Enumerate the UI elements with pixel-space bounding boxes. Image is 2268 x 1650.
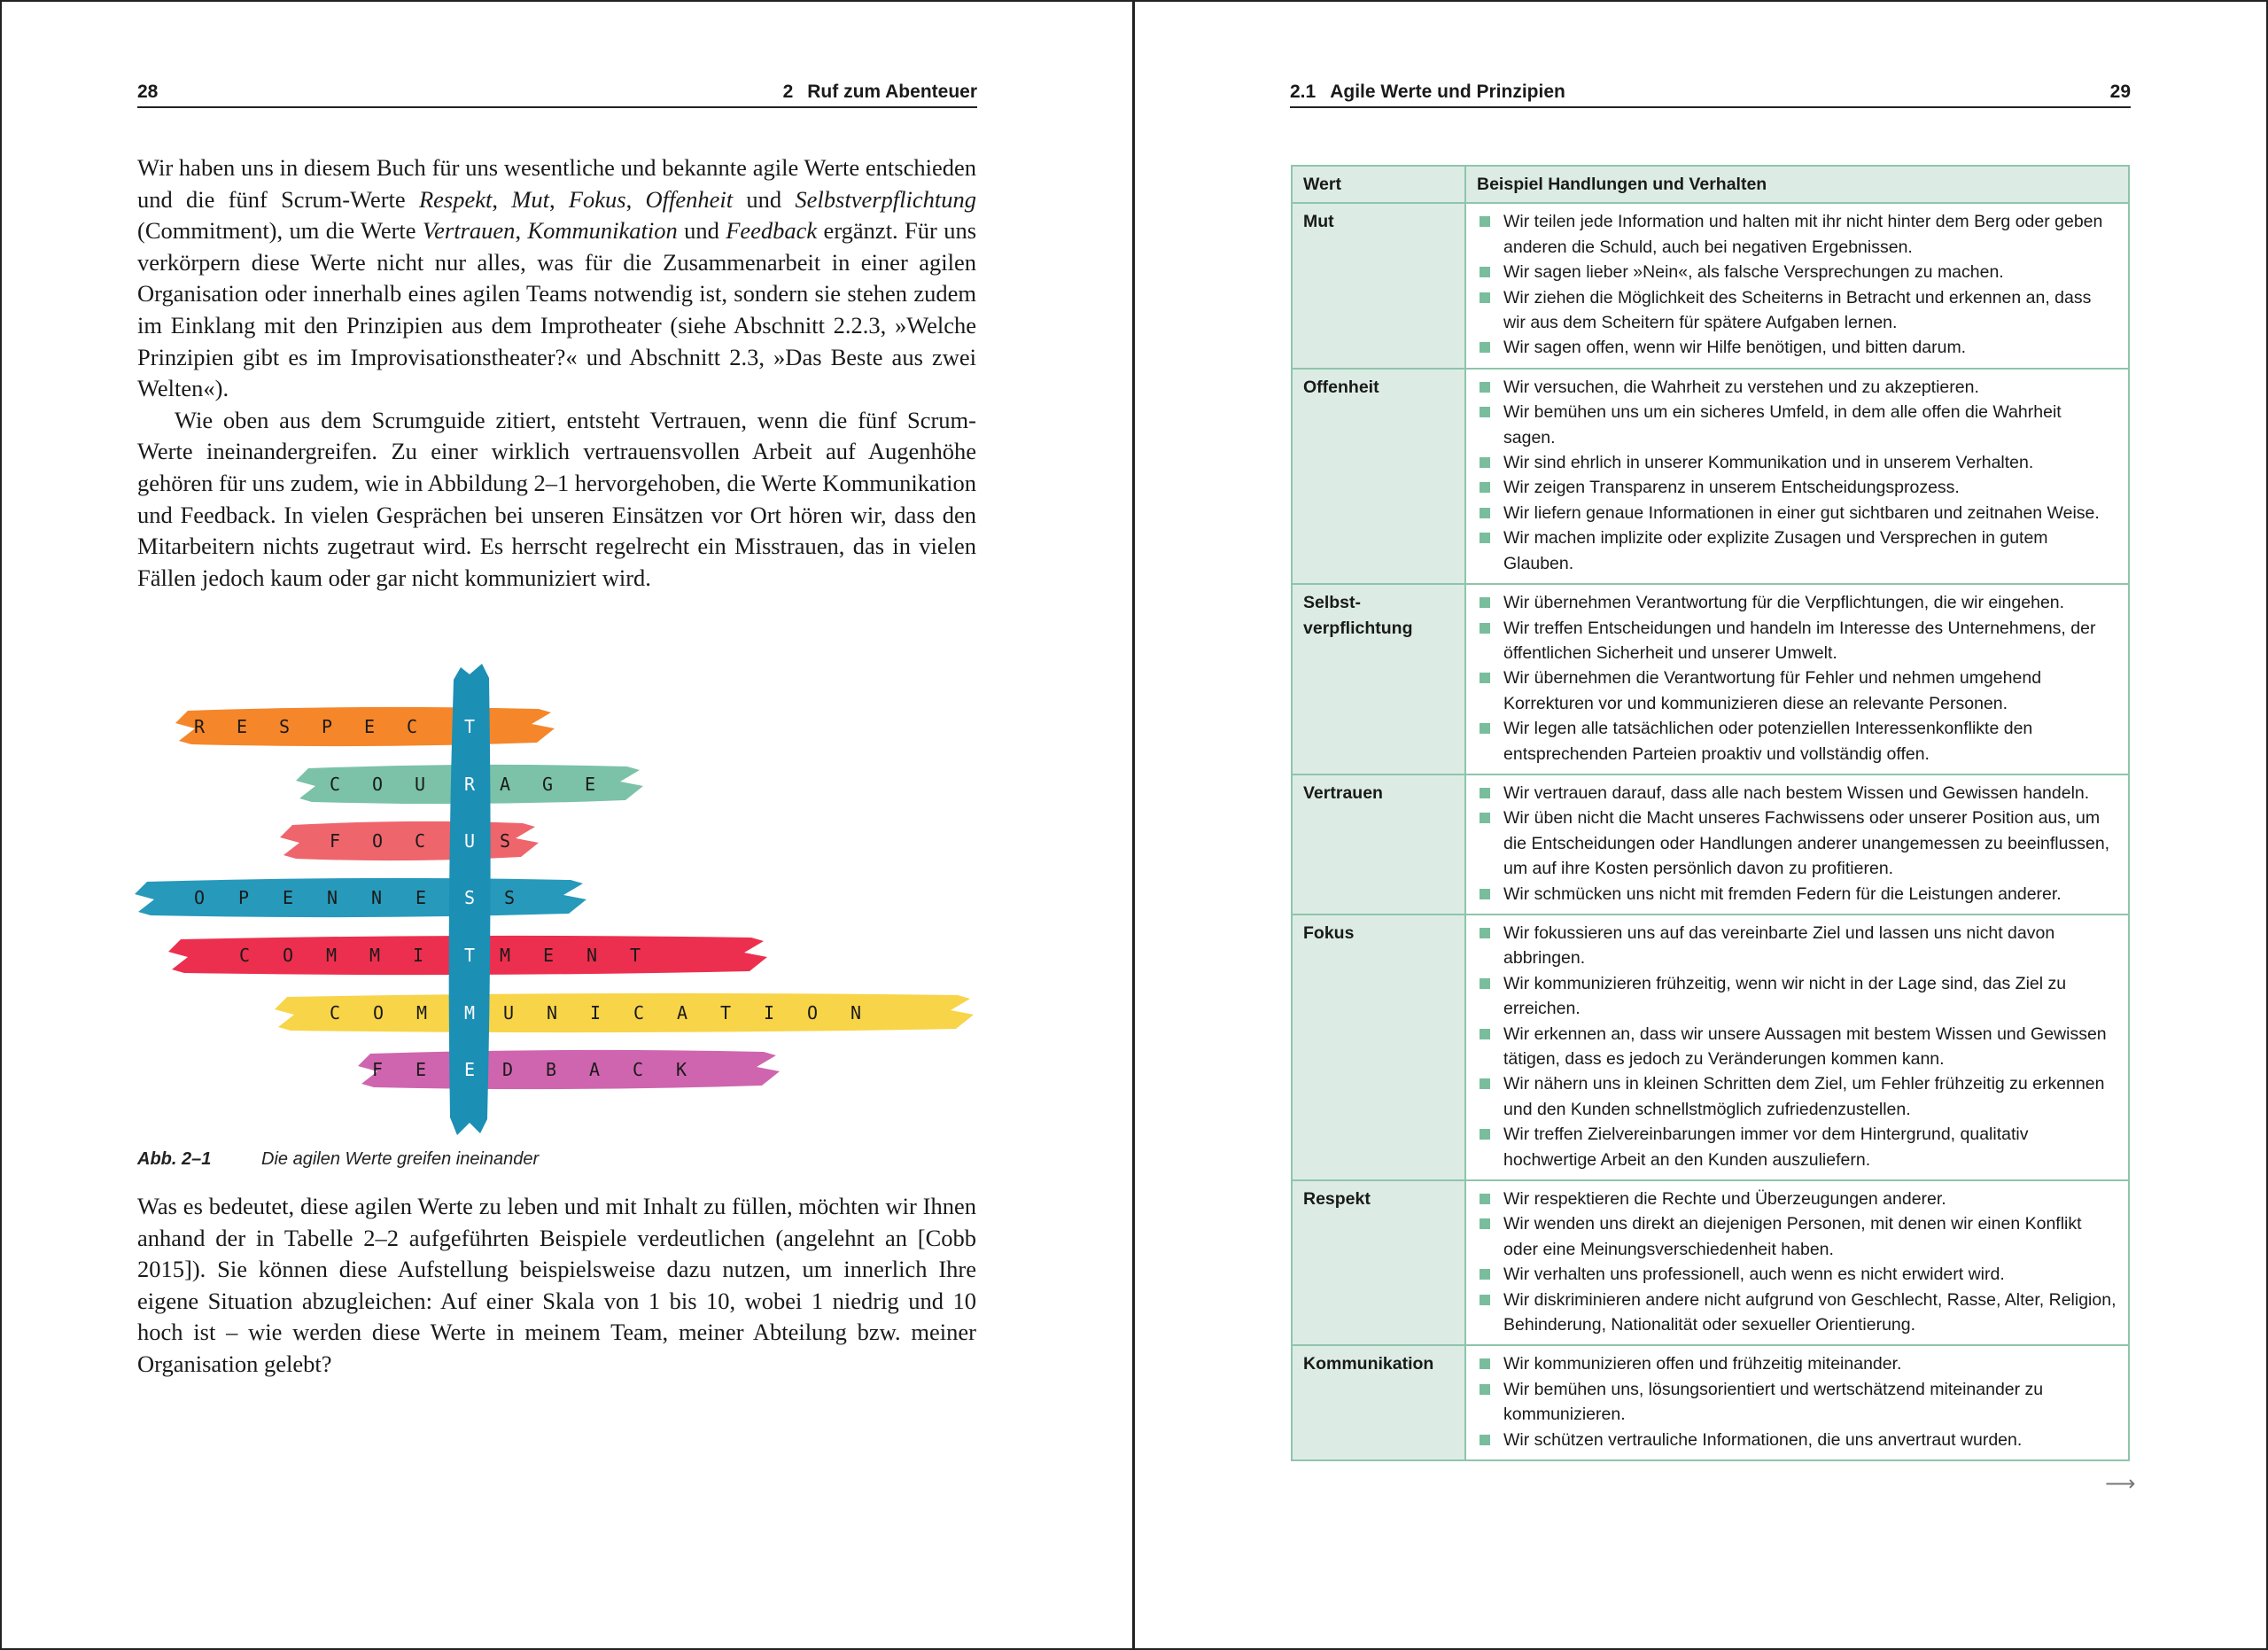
table-row — [1292, 369, 2129, 584]
figure-letter: N — [546, 1002, 558, 1023]
figure-letter: S — [503, 887, 516, 908]
figure-letter: O — [371, 774, 384, 795]
body-text-bottom — [137, 1191, 976, 1381]
section-title — [1290, 82, 1565, 103]
behaviors-cell — [1465, 584, 2129, 774]
value-name-cell: Selbst- verpflichtung — [1292, 584, 1465, 774]
behaviors-cell — [1465, 1345, 2129, 1460]
behaviors-cell — [1465, 1180, 2129, 1345]
figure-letter: N — [850, 1002, 862, 1023]
list-item — [1479, 260, 2117, 284]
running-head-right — [1290, 78, 2131, 108]
figure-letter: E — [236, 716, 248, 737]
table-row — [1292, 584, 2129, 774]
agile-values-brush-graphic — [133, 660, 983, 1139]
square-bullet-icon — [1480, 889, 1490, 899]
figure-letter: R — [193, 716, 206, 737]
square-bullet-icon — [1480, 813, 1490, 823]
figure-letter: N — [326, 887, 338, 908]
list-item-text: Wir kommunizieren frühzeitig, wenn wir nicht in der Lage sind, das Ziel zu erreichen. — [1503, 973, 2067, 1019]
figure-letter: C — [414, 830, 426, 852]
figure-letter: F — [329, 830, 341, 852]
list-item-text: Wir legen alle tatsächlichen oder potenziellen Interessenkonflikte den entsprechenden Parteien proaktiv und vollständig offen. — [1503, 719, 2033, 764]
list-item-text: Wir treffen Zielvereinbarungen immer vor dem Hintergrund, qualitativ hochwertige Arbeit an den Kunden auszuliefern. — [1503, 1125, 2029, 1170]
value-name-cell: Respekt — [1292, 1180, 1465, 1345]
list-item-text: Wir schmücken uns nicht mit fremden Federn für die Leistungen anderer. — [1503, 883, 2062, 904]
list-item — [1479, 1071, 2117, 1122]
list-item-text: Wir bemühen uns um ein sicheres Umfeld, in dem alle offen die Wahrheit sagen. — [1503, 402, 2062, 448]
list-item-text: Wir treffen Entscheidungen und handeln im Interesse des Unternehmens, der öffentlichen Sicherheit und unserer Umwelt. — [1503, 618, 2096, 663]
square-bullet-icon — [1480, 623, 1490, 634]
square-bullet-icon — [1480, 382, 1490, 393]
figure-letter: O — [371, 830, 384, 852]
page-number: 28 — [137, 82, 159, 102]
caption-text: Die agilen Werte greifen ineinander — [261, 1149, 540, 1169]
value-name-cell: Vertrauen — [1292, 774, 1465, 915]
square-bullet-icon — [1480, 928, 1490, 938]
list-item-text: Wir übernehmen die Verantwortung für Fehler und nehmen umgehend Korrekturen vor und kommunizieren diese an relevante Personen. — [1503, 668, 2042, 713]
figure-letter: O — [806, 1002, 819, 1023]
figure-letter: R — [463, 774, 476, 795]
list-item-text: Wir wenden uns direkt an diejenigen Personen, mit denen wir einen Konflikt oder eine Meinungsverschiedenheit haben. — [1503, 1214, 2082, 1259]
list-item — [1479, 1022, 2117, 1072]
figure-letter: E — [282, 887, 294, 908]
figure-letter: I — [412, 945, 424, 966]
square-bullet-icon — [1480, 482, 1490, 493]
body-text-top — [137, 152, 976, 594]
list-item — [1479, 1211, 2117, 1262]
chapter-title — [783, 82, 977, 103]
list-item-text: Wir verhalten uns professionell, auch wenn es nicht erwidert wird. — [1503, 1265, 2005, 1285]
square-bullet-icon — [1480, 342, 1490, 353]
figure-letter: T — [719, 1002, 732, 1023]
square-bullet-icon — [1480, 1435, 1490, 1445]
list-item-text: Wir teilen jede Information und halten mit ihr nicht hinter dem Berg oder geben anderen die Schuld, auch bei negativen Ergebnissen. — [1503, 212, 2103, 257]
list-item — [1479, 616, 2117, 666]
behaviors-cell — [1465, 915, 2129, 1180]
chapter-title-text: Ruf zum Abenteuer — [807, 82, 977, 102]
paragraph: Wir haben uns in diesem Buch für uns wesentliche und bekannte agile Werte entschieden und die fünf Scrum-Werte Respekt, Mut, Fokus, Offenheit und Selbstverpflichtung (Commitment), um die Werte Vertrauen, Kommunikation und Feedback ergänzt. Für uns verkörpern diese Werte nicht nur alles, was für die Zusammenarbeit in einer agilen Organisation oder innerhalb eines agilen Teams notwendig ist, sondern sie stehen zudem im Einklang mit den Prinzipien aus dem Improtheater (siehe Abschnitt 2.2.3, »Welche Prinzipien gibt es im Improvisationstheater?« und Abschnitt 2.3, »Das Beste aus zwei Welten«). — [137, 154, 977, 402]
square-bullet-icon — [1480, 1194, 1490, 1204]
list-item — [1479, 1428, 2117, 1452]
figure-letter: S — [463, 887, 476, 908]
table-row — [1292, 203, 2129, 368]
square-bullet-icon — [1480, 1078, 1490, 1089]
figure-letter: U — [463, 830, 476, 852]
square-bullet-icon — [1480, 1218, 1490, 1229]
behaviors-cell — [1465, 203, 2129, 368]
square-bullet-icon — [1480, 508, 1490, 518]
figure-letter: K — [675, 1059, 687, 1080]
square-bullet-icon — [1480, 1295, 1490, 1305]
section-title-text: Agile Werte und Prinzipien — [1330, 82, 1565, 102]
figure-letter: O — [282, 945, 294, 966]
figure-letter: C — [329, 774, 341, 795]
square-bullet-icon — [1480, 673, 1490, 683]
square-bullet-icon — [1480, 1129, 1490, 1140]
list-item-text: Wir ziehen die Möglichkeit des Scheiterns in Betracht und erkennen an, dass wir aus dem Scheitern für spätere Aufgaben lernen. — [1503, 287, 2092, 333]
list-item-text: Wir vertrauen darauf, dass alle nach bestem Wissen und Gewissen handeln. — [1503, 782, 2090, 803]
square-bullet-icon — [1480, 978, 1490, 989]
figure-letter: E — [363, 716, 376, 737]
figure-letter: P — [237, 887, 250, 908]
list-item — [1479, 400, 2117, 450]
list-item-text: Wir sagen offen, wenn wir Hilfe benötigen, und bitten darum. — [1503, 338, 1967, 358]
figure-letter: N — [586, 945, 598, 966]
continuation-arrow-icon: ⟶ — [2105, 1471, 2136, 1496]
figure-letter: I — [763, 1002, 775, 1023]
table-row — [1292, 1345, 2129, 1460]
list-item — [1479, 475, 2117, 500]
list-item-text: Wir diskriminieren andere nicht aufgrund von Geschlecht, Rasse, Alter, Religion, Behinderung, Nationalität oder sexueller Orientierung. — [1503, 1289, 2117, 1335]
header-beispiel: Beispiel Handlungen und Verhalten — [1465, 166, 2129, 203]
figure-letter: T — [629, 945, 641, 966]
section-number: 2.1 — [1290, 82, 1317, 102]
table-row — [1292, 915, 2129, 1180]
list-item-text: Wir respektieren die Rechte und Überzeugungen anderer. — [1503, 1189, 1946, 1210]
left-page — [0, 0, 1132, 1650]
header-wert: Wert — [1292, 166, 1465, 203]
figure-letter: T — [463, 945, 476, 966]
figure-letter: A — [676, 1002, 688, 1023]
list-item-text: Wir zeigen Transparenz in unserem Entscheidungsprozess. — [1503, 478, 1960, 498]
list-item-text: Wir kommunizieren offen und frühzeitig miteinander. — [1503, 1354, 1902, 1374]
figure-letter: P — [321, 716, 333, 737]
figure-letter: T — [463, 716, 476, 737]
table-row — [1292, 774, 2129, 915]
value-name-cell: Fokus — [1292, 915, 1465, 1180]
right-page — [1135, 0, 2268, 1650]
square-bullet-icon — [1480, 457, 1490, 468]
figure-letter: C — [329, 1002, 341, 1023]
list-item-text: Wir üben nicht die Macht unseres Fachwissens oder unserer Position aus, um die Entscheidungen oder Handlungen anderer unangemessen zu beeinflussen, um auf ihre Kosten persönlich davon zu profitieren. — [1503, 808, 2110, 879]
list-item — [1479, 501, 2117, 525]
list-item-text: Wir erkennen an, dass wir unsere Aussagen mit bestem Wissen und Gewissen tätigen, dass es jedoch zu Veränderungen kommen kann. — [1503, 1023, 2107, 1069]
table-row — [1292, 1180, 2129, 1345]
list-item — [1479, 716, 2117, 767]
running-head-left — [137, 78, 977, 108]
page-number: 29 — [2109, 82, 2131, 102]
figure-letter: C — [238, 945, 251, 966]
figure-letter: M — [369, 945, 381, 966]
behaviors-cell — [1465, 774, 2129, 915]
figure-letter: N — [370, 887, 383, 908]
figure-letter: E — [463, 1059, 476, 1080]
figure-letter: S — [278, 716, 291, 737]
square-bullet-icon — [1480, 1029, 1490, 1039]
figure-letter: B — [545, 1059, 557, 1080]
figure-letter: C — [406, 716, 418, 737]
list-item-text: Wir übernehmen Verantwortung für die Verpflichtungen, die wir eingehen. — [1503, 593, 2065, 613]
figure-letter: O — [372, 1002, 384, 1023]
list-item-text: Wir nähern uns in kleinen Schritten dem Ziel, um Fehler frühzeitig zu erkennen und den Kunden schnellstmöglich zufriedenzustellen. — [1503, 1074, 2105, 1119]
figure-letter: D — [501, 1059, 514, 1080]
figure-letter: M — [325, 945, 338, 966]
list-item-text: Wir bemühen uns, lösungsorientiert und wertschätzend miteinander zu kommunizieren. — [1503, 1379, 2044, 1425]
list-item-text: Wir machen implizite oder explizite Zusagen und Versprechen in gutem Glauben. — [1503, 528, 2048, 573]
list-item-text: Wir versuchen, die Wahrheit zu verstehen und zu akzeptieren. — [1503, 377, 1979, 397]
square-bullet-icon — [1480, 597, 1490, 608]
chapter-number: 2 — [782, 82, 794, 102]
list-item — [1479, 209, 2117, 260]
square-bullet-icon — [1480, 533, 1490, 543]
list-item — [1479, 335, 2117, 360]
list-item — [1479, 450, 2117, 475]
square-bullet-icon — [1480, 1384, 1490, 1395]
figure-letter: A — [499, 774, 511, 795]
list-item — [1479, 1377, 2117, 1428]
list-item-text: Wir liefern genaue Informationen in einer gut sichtbaren und zeitnahen Weise. — [1503, 502, 2100, 523]
list-item — [1479, 781, 2117, 806]
figure-letter: E — [415, 1059, 427, 1080]
list-item — [1479, 1288, 2117, 1338]
list-item — [1479, 882, 2117, 907]
square-bullet-icon — [1480, 216, 1490, 227]
list-item-text: Wir schützen vertrauliche Informationen, die uns anvertraut wurden. — [1503, 1429, 2023, 1450]
list-item — [1479, 590, 2117, 615]
figure-letter: E — [415, 887, 427, 908]
figure-letter: C — [633, 1002, 645, 1023]
value-name-cell: Mut — [1292, 203, 1465, 368]
list-item — [1479, 665, 2117, 716]
caption-label: Abb. 2–1 — [137, 1149, 212, 1169]
list-item — [1479, 1122, 2117, 1172]
list-item — [1479, 971, 2117, 1022]
figure-letter: G — [541, 774, 554, 795]
square-bullet-icon — [1480, 1269, 1490, 1280]
paragraph: Wie oben aus dem Scrumguide zitiert, entsteht Vertrauen, wenn die fünf Scrum-Werte ineinandergreifen. Zu einer wirklich vertrauensvollen Arbeit auf Augenhöhe gehören für uns zudem, wie in Abbildung 2–1 hervorgehoben, die Werte Kommunikation und Feedback. In vielen Gesprächen bei unseren Einsätzen vor Ort hören wir, dass den Mitarbeitern nichts zugetraut wird. Es herrscht regelrecht ein Misstrauen, das in vielen Fällen jedoch kaum oder gar nicht kommuniziert wird. — [137, 406, 977, 591]
value-name-cell: Kommunikation — [1292, 1345, 1465, 1460]
list-item — [1479, 285, 2117, 336]
figure-letter: E — [542, 945, 555, 966]
list-item — [1479, 1351, 2117, 1376]
table-header-row — [1292, 166, 2129, 203]
figure-letter: A — [588, 1059, 601, 1080]
figure-letter: S — [499, 830, 511, 852]
list-item-text: Wir fokussieren uns auf das vereinbarte Ziel und lassen uns nicht davon abbringen. — [1503, 922, 2055, 969]
figure-caption — [137, 1149, 539, 1170]
list-item — [1479, 921, 2117, 971]
values-table — [1291, 165, 2130, 1461]
figure-letter: M — [463, 1002, 476, 1023]
square-bullet-icon — [1480, 407, 1490, 417]
list-item — [1479, 375, 2117, 400]
behaviors-cell — [1465, 369, 2129, 584]
list-item-text: Wir sind ehrlich in unserer Kommunikation und in unserem Verhalten. — [1503, 453, 2034, 473]
square-bullet-icon — [1480, 267, 1490, 277]
figure-letter: I — [589, 1002, 602, 1023]
agile-values-figure — [133, 660, 983, 1139]
figure-letter: M — [416, 1002, 428, 1023]
list-item — [1479, 1187, 2117, 1211]
figure-letter: C — [632, 1059, 644, 1080]
list-item-text: Wir sagen lieber »Nein«, als falsche Versprechungen zu machen. — [1503, 262, 2004, 283]
value-name-cell: Offenheit — [1292, 369, 1465, 584]
square-bullet-icon — [1480, 1358, 1490, 1369]
list-item — [1479, 525, 2117, 576]
figure-letter: U — [414, 774, 426, 795]
figure-letter: O — [193, 887, 206, 908]
list-item — [1479, 806, 2117, 881]
list-item — [1479, 1262, 2117, 1287]
figure-letter: U — [502, 1002, 515, 1023]
square-bullet-icon — [1480, 292, 1490, 303]
square-bullet-icon — [1480, 788, 1490, 798]
paragraph: Was es bedeutet, diese agilen Werte zu leben und mit Inhalt zu füllen, möchten wir Ihnen anhand der in Tabelle 2–2 aufgeführten Beispiele verdeutlichen (angelehnt an [Cobb 2015]). Sie können diese Aufstellung beispielsweise dazu nutzen, um innerlich Ihre eigene Situation abzugleichen: Auf einer Skala von 1 bis 10, wobei 1 niedrig und 10 hoch ist – wie werden diese Werte in meinem Team, meiner Abteilung bzw. meiner Organisation gelebt? — [137, 1193, 976, 1377]
figure-letter: E — [584, 774, 596, 795]
figure-letter: M — [499, 945, 511, 966]
square-bullet-icon — [1480, 723, 1490, 734]
figure-letter: F — [371, 1059, 384, 1080]
